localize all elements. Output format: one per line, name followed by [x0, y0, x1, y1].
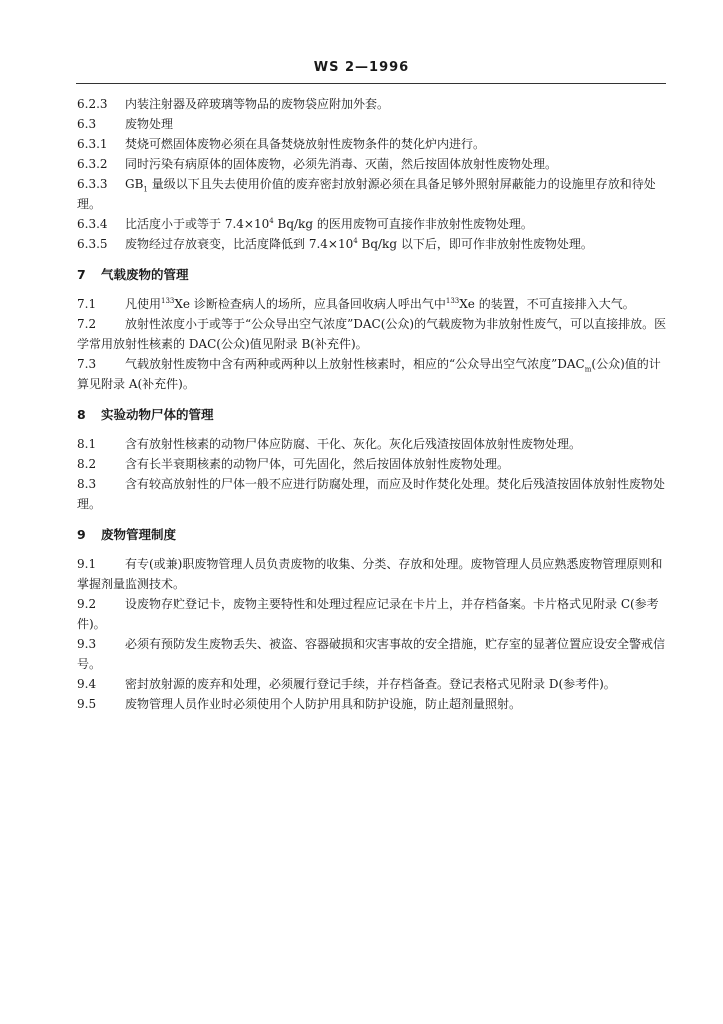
clause-8-3: 8.3 含有较高放射性的尸体一般不应进行防腐处理，而应及时作焚化处理。焚化后残渣按固体放射性废物处理。 [77, 477, 666, 511]
clause-9-1: 9.1 有专(或兼)职废物管理人员负责废物的收集、分类、存放和处理。废物管理人员应熟悉废物管理原则和掌握剂量监测技术。 [77, 557, 663, 591]
clause-9-5: 9.5 废物管理人员作业时必须使用个人防护用具和防护设施，防止超剂量照射。 [77, 697, 522, 711]
clause-8-2: 8.2 含有长半衰期核素的动物尸体，可先固化，然后按固体放射性废物处理。 [77, 457, 510, 471]
clause-9-2: 9.2 设废物存贮登记卡，废物主要特性和处理过程应记录在卡片上，并存档备案。卡片格式见附录 C(参考件)。 [77, 597, 659, 631]
section-7-heading: 7 气载废物的管理 [77, 267, 189, 282]
clause-6-3-1: 6.3.1 焚烧可燃固体废物必须在具备焚烧放射性废物条件的焚化炉内进行。 [77, 137, 486, 151]
clause-6-3: 6.3 废物处理 [77, 117, 174, 131]
clause-6-3-2: 6.3.2 同时污染有病原体的固体废物，必须先消毒、灭菌，然后按固体放射性废物处理。 [77, 157, 558, 171]
clause-9-3: 9.3 必须有预防发生废物丢失、被盗、容器破损和灾害事故的安全措施，贮存室的显著位置应设安全警戒信号。 [77, 637, 666, 671]
clause-7-3: 7.3 气载放射性废物中含有两种或两种以上放射性核素时，相应的“公众导出空气浓度$”DAC_m$(公众)值的计算见附录 A(补充件)。 [77, 357, 661, 391]
header-rule [76, 83, 666, 84]
clause-7-1: 7.1 凡使用$^{133}$Xe 诊断检查病人的场所，应具备回收病人呼出气中$^{133}$Xe 的装置，不可直接排入大气。 [77, 297, 635, 311]
clause-8-1: 8.1 含有放射性核素的动物尸体应防腐、干化、灰化。灰化后残渣按固体放射性废物处理。 [77, 437, 582, 451]
clause-7-2: 7.2 放射性浓度小于或等于“公众导出空气浓度”DAC(公众)的气载废物为非放射性废气，可以直接排放。医学常用放射性核素的 DAC(公众)值见附录 B(补充件)。 [77, 317, 667, 351]
standard-code-header: WS 2—1996 [313, 60, 410, 75]
section-8-heading: 8 实验动物尸体的管理 [77, 407, 214, 422]
clause-6-3-4: 6.3.4 比活度小于或等于 $7.4\times 10^4$ Bq/kg 的医用废物可直接作非放射性废物处理。 [77, 217, 533, 231]
clause-6-3-3: 6.3.3 $GB_1$ 量级以下且失去使用价值的废弃密封放射源必须在具备足够外照射屏蔽能力的设施里存放和待处理。 [77, 177, 656, 211]
section-9-heading: 9 废物管理制度 [77, 527, 177, 542]
clause-6-2-3: 6.2.3 内装注射器及碎玻璃等物品的废物袋应附加外套。 [77, 97, 390, 111]
document-body [77, 94, 667, 714]
clause-9-4: 9.4 密封放射源的废弃和处理，必须履行登记手续，并存档备查。登记表格式见附录 D(参考件)。 [77, 677, 616, 691]
clause-6-3-5: 6.3.5 废物经过存放衰变，比活度降低到 $7.4\times 10^4$ Bq/kg 以下后，即可作非放射性废物处理。 [77, 237, 593, 251]
